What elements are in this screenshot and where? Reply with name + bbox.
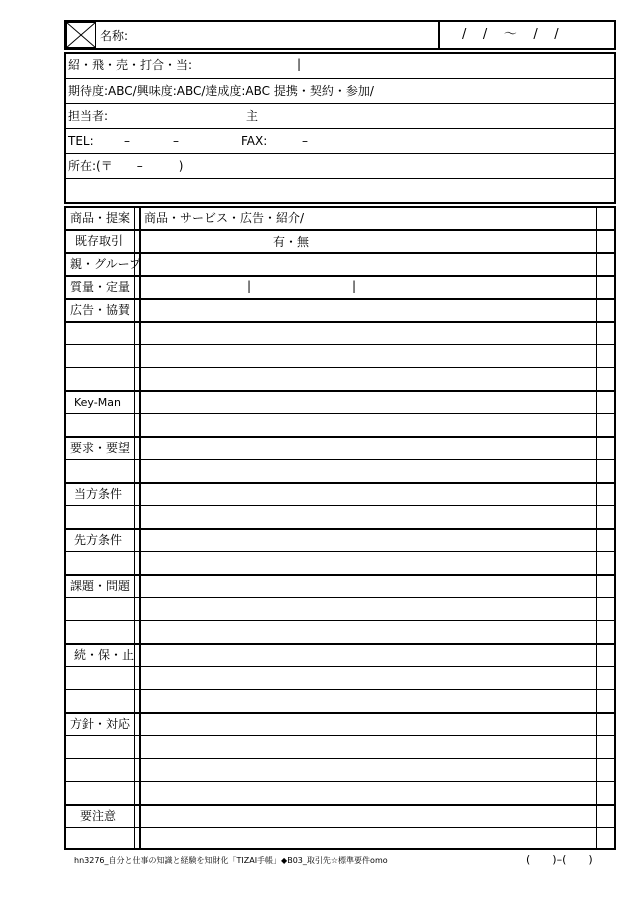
footer-file-name: hn3276_自分と仕事の知識と経験を知財化「TIZAI手帳」◆B03_取引先☆標準要件omo xyxy=(74,856,388,865)
crossed-box-icon xyxy=(66,22,96,48)
sub-row-line xyxy=(65,735,615,736)
expectation-line: 期待度:ABC/興味度:ABC/達成度:ABC 提携・契約・参加/ xyxy=(68,84,374,98)
intro-marker: | xyxy=(297,57,302,71)
sub-row-line xyxy=(65,620,615,621)
row-separator xyxy=(65,436,615,438)
group-label: 親・グループ xyxy=(70,257,142,271)
footer-page-ref: ( )–( ) xyxy=(526,853,593,866)
row-separator xyxy=(65,804,615,806)
policy-label: 方針・対応 xyxy=(70,717,131,731)
date-range: / / 〜 / / xyxy=(462,27,559,42)
tel-dash-2: – xyxy=(173,134,179,148)
fax-label: FAX: xyxy=(241,134,268,148)
row-separator xyxy=(65,390,615,392)
name-label: 名称: xyxy=(100,29,129,43)
tel-dash-1: – xyxy=(124,134,130,148)
row-separator xyxy=(65,298,615,300)
date-divider xyxy=(438,20,440,50)
sub-row-line xyxy=(65,551,615,552)
sub-row-line xyxy=(65,827,615,828)
intro-label: 紹・飛・売・打合・当: xyxy=(68,58,193,72)
row-separator xyxy=(65,275,615,277)
request-label: 要求・要望 xyxy=(70,441,131,455)
continue-label: 続・保・止 xyxy=(74,648,135,662)
fax-dash: – xyxy=(302,134,308,148)
info-line xyxy=(65,103,615,104)
caution-label: 要注意 xyxy=(80,809,117,823)
sub-row-line xyxy=(65,689,615,690)
sub-row-line xyxy=(65,597,615,598)
product-value: 商品・サービス・広告・紹介/ xyxy=(144,211,305,225)
sub-row-line xyxy=(65,781,615,782)
keyman-label: Key-Man xyxy=(74,396,121,409)
quality-label: 質量・定量 xyxy=(70,280,131,294)
sub-row-line xyxy=(65,344,615,345)
sub-row-line xyxy=(65,459,615,460)
their-terms-label: 先方条件 xyxy=(74,533,123,547)
tel-label: TEL: xyxy=(68,134,94,148)
row-separator xyxy=(65,574,615,576)
row-separator xyxy=(65,712,615,714)
quality-mark-2: | xyxy=(352,279,357,293)
sub-row-line xyxy=(65,367,615,368)
address-line: 所在:(〒 – ) xyxy=(68,159,184,173)
info-line xyxy=(65,78,615,79)
info-line xyxy=(65,178,615,179)
row-separator xyxy=(65,321,615,323)
row-separator xyxy=(65,229,615,231)
existing-label: 既存取引 xyxy=(75,234,124,248)
person-label: 担当者: xyxy=(68,109,109,123)
quality-mark-1: | xyxy=(247,279,252,293)
row-separator xyxy=(65,528,615,530)
info-line xyxy=(65,153,615,154)
existing-value: 有・無 xyxy=(273,235,310,249)
product-label: 商品・提案 xyxy=(70,211,131,225)
sub-row-line xyxy=(65,666,615,667)
row-separator xyxy=(65,252,615,254)
sub-row-line xyxy=(65,758,615,759)
ad-label: 広告・協賛 xyxy=(70,303,131,317)
row-separator xyxy=(65,482,615,484)
issues-label: 課題・問題 xyxy=(70,579,131,593)
info-line xyxy=(65,128,615,129)
sub-row-line xyxy=(65,413,615,414)
sub-row-line xyxy=(65,505,615,506)
row-separator xyxy=(65,643,615,645)
main-label: 主 xyxy=(246,109,259,123)
our-terms-label: 当方条件 xyxy=(74,487,123,501)
